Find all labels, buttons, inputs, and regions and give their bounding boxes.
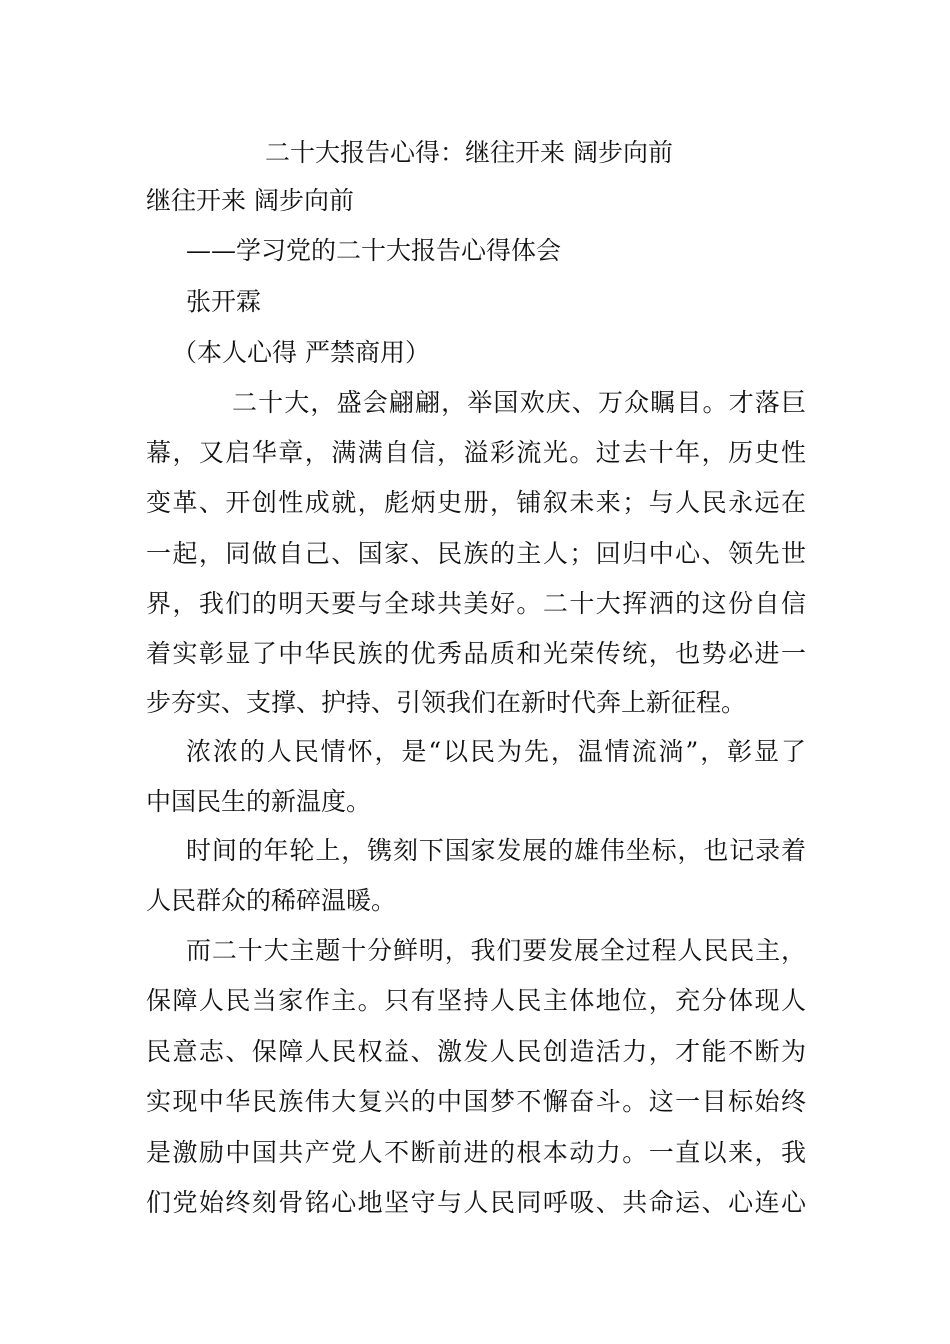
paragraph-4-line-3: 民意志、保障人民权益、激发人民创造活力，才能不断为 [146,1037,806,1066]
paragraph-4-line-5: 是激励中国共产党人不断前进的根本动力。一直以来，我 [146,1138,806,1167]
paragraph-2-line-2: 中国民生的新温度。 [146,787,372,816]
document-note: （本人心得 严禁商用） [172,338,430,367]
paragraph-1-line-6: 着实彰显了中华民族的优秀品质和光荣传统，也势必进一 [146,639,806,668]
paragraph-4-line-2: 保障人民当家作主。只有坚持人民主体地位，充分体现人 [146,986,806,1015]
paragraph-1-line-2: 幕，又启华章，满满自信，溢彩流光。过去十年，历史性 [146,438,806,467]
paragraph-2-line-1: 浓浓的人民情怀，是“以民为先，温情流淌”，彰显了 [186,737,806,766]
document-heading: 继往开来 阔步向前 [146,186,354,215]
paragraph-1-line-5: 界，我们的明天要与全球共美好。二十大挥洒的这份自信 [146,589,806,618]
document-author: 张开霖 [186,287,262,316]
paragraph-3-line-2: 人民群众的稀碎温暖。 [146,886,397,915]
paragraph-1-line-3: 变革、开创性成就，彪炳史册，铺叙未来；与人民永远在 [146,488,806,517]
document-title: 二十大报告心得：继往开来 阔步向前 [265,138,673,167]
document-subtitle: ——学习党的二十大报告心得体会 [186,236,562,265]
paragraph-1-line-4: 一起，同做自己、国家、民族的主人；回归中心、领先世 [146,539,806,568]
paragraph-4-line-6: 们党始终刻骨铭心地坚守与人民同呼吸、共命运、心连心 [146,1188,806,1217]
paragraph-3-line-1: 时间的年轮上，镌刻下国家发展的雄伟坐标，也记录着 [186,836,806,865]
paragraph-4-line-1: 而二十大主题十分鲜明，我们要发展全过程人民民主， [186,936,806,965]
paragraph-1-line-1: 二十大，盛会翩翩，举国欢庆、万众瞩目。才落巨 [232,388,806,417]
paragraph-4-line-4: 实现中华民族伟大复兴的中国梦不懈奋斗。这一目标始终 [146,1087,806,1116]
paragraph-1-line-7: 步夯实、支撑、护持、引领我们在新时代奔上新征程。 [146,688,747,717]
